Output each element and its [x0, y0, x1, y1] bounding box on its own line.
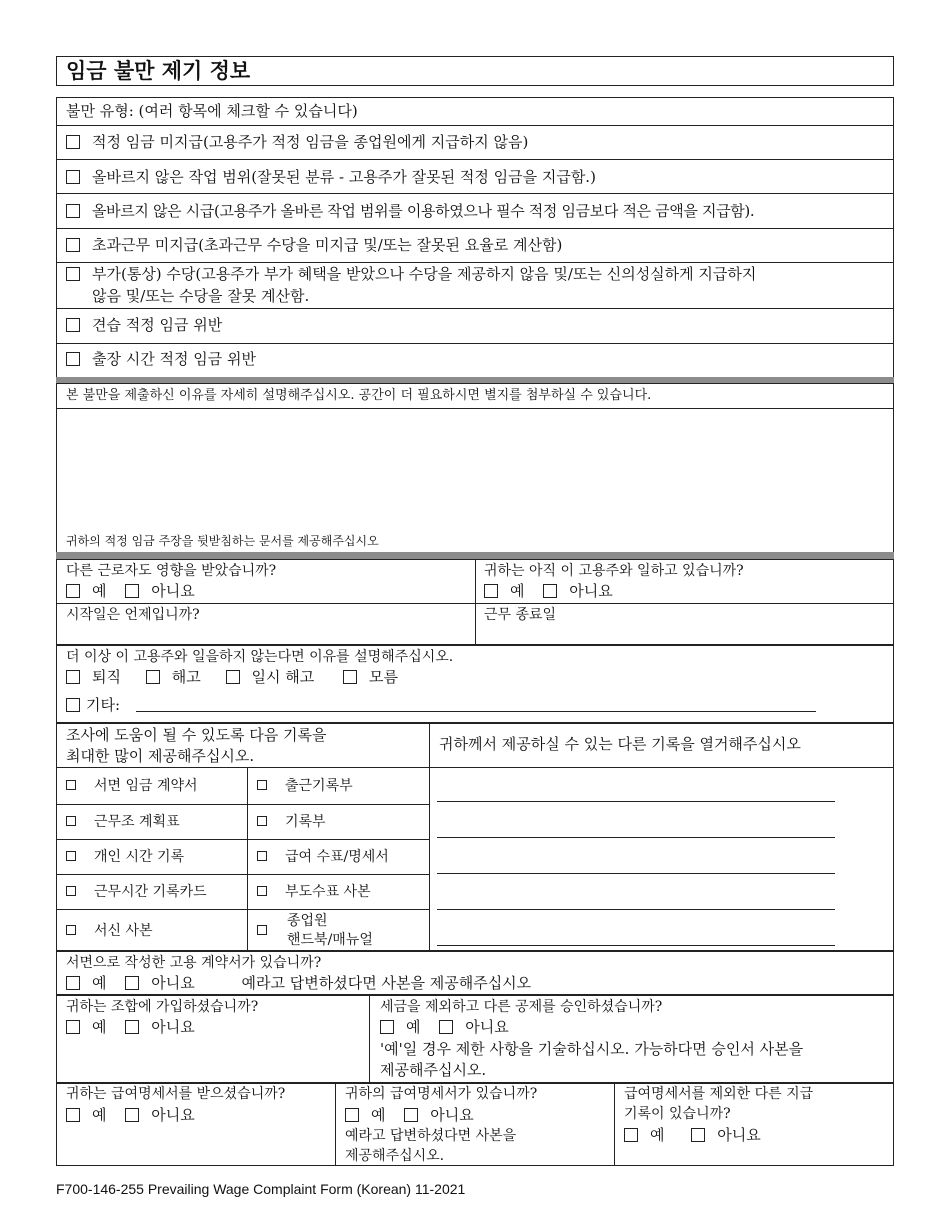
checkbox[interactable]: [66, 170, 80, 184]
checkbox[interactable]: [66, 352, 80, 366]
checkbox-quit[interactable]: [66, 670, 80, 684]
checkbox[interactable]: [66, 816, 76, 826]
no-longer-other: 기타:: [66, 695, 120, 715]
checkbox[interactable]: [66, 135, 80, 149]
checkbox-no[interactable]: [125, 1020, 139, 1034]
complaint-option-3[interactable]: 올바르지 않은 시급(고용주가 올바른 작업 범위를 이용하였으나 필수 적정 임금보다 적은 금액을 지급함).: [66, 201, 754, 221]
other-records-line[interactable]: [437, 873, 835, 874]
records-intro-line1: 조사에 도움이 될 수 있도록 다음 기록을: [66, 726, 327, 744]
record-timecard[interactable]: 근무시간 기록카드: [66, 882, 207, 902]
contract-options: 예 아니요 예라고 답변하셨다면 사본을 제공해주십시오: [66, 973, 531, 993]
checkbox[interactable]: [257, 886, 267, 896]
other-reason-input[interactable]: [136, 711, 816, 712]
checkbox-no[interactable]: [543, 584, 557, 598]
checkbox-other[interactable]: [66, 698, 80, 712]
other-records-line[interactable]: [437, 909, 835, 910]
record-handbook-line2: 핸드북/매뉴얼: [287, 932, 373, 948]
checkbox[interactable]: [66, 318, 80, 332]
checkbox-yes[interactable]: [66, 976, 80, 990]
still-working-options: 예 아니요: [484, 581, 627, 601]
complaint-option-5-line2: 않음 및/또는 수당을 잘못 계산함.: [92, 287, 310, 305]
checkbox[interactable]: [66, 886, 76, 896]
union-options: 예 아니요: [66, 1017, 209, 1037]
complaint-option-4[interactable]: 초과근무 미지급(초과근무 수당을 미지급 및/또는 잘못된 요율로 계산함): [66, 235, 562, 255]
explain-textarea[interactable]: [57, 409, 893, 533]
checkbox[interactable]: [66, 238, 80, 252]
paystub-have-question: 귀하의 급여명세서가 있습니까?: [345, 1086, 538, 1102]
start-date-label: 시작일은 언제입니까?: [66, 607, 200, 623]
checkbox[interactable]: [66, 204, 80, 218]
record-written-contract[interactable]: 서면 임금 계약서: [66, 776, 198, 796]
record-correspondence[interactable]: 서신 사본: [66, 921, 153, 941]
checkbox[interactable]: [66, 925, 76, 935]
checkbox-yes[interactable]: [66, 584, 80, 598]
other-pay-question-line2: 기록이 있습니까?: [624, 1106, 731, 1122]
complaint-option-5[interactable]: 부가(통상) 수당(고용주가 부가 혜택을 받았으나 수당을 제공하지 않음 및/또는 신의성실하게 지급하지: [66, 264, 756, 284]
checkbox-no[interactable]: [404, 1108, 418, 1122]
other-records-line[interactable]: [437, 945, 835, 946]
other-workers-options: 예 아니요: [66, 581, 209, 601]
checkbox-yes[interactable]: [484, 584, 498, 598]
checkbox-yes[interactable]: [380, 1020, 394, 1034]
record-handbook[interactable]: [257, 921, 285, 941]
no-longer-question: 더 이상 이 고용주와 일을하지 않는다면 이유를 설명해주십시오.: [66, 649, 454, 665]
record-bounced-check[interactable]: 부도수표 사본: [257, 882, 371, 902]
checkbox-no[interactable]: [691, 1128, 705, 1142]
page-title: 임금 불만 제기 정보: [66, 58, 251, 83]
other-workers-question: 다른 근로자도 영향을 받았습니까?: [66, 563, 277, 579]
start-date-input[interactable]: [57, 626, 474, 644]
checkbox[interactable]: [66, 851, 76, 861]
checkbox-yes[interactable]: [66, 1108, 80, 1122]
deductions-question: 세금을 제외하고 다른 공제를 승인하셨습니까?: [380, 999, 663, 1015]
paystub-received-question: 귀하는 급여명세서를 받으셨습니까?: [66, 1086, 286, 1102]
record-log[interactable]: 기록부: [257, 812, 326, 832]
end-date-label: 근무 종료일: [484, 607, 557, 623]
checkbox[interactable]: [66, 780, 76, 790]
deductions-note-line1: '예'일 경우 제한 사항을 기술하십시오. 가능하다면 승인서 사본을: [380, 1040, 804, 1058]
other-records-line[interactable]: [437, 801, 835, 802]
union-question: 귀하는 조합에 가입하셨습니까?: [66, 999, 259, 1015]
checkbox-unknown[interactable]: [343, 670, 357, 684]
paystub-have-note-line1: 예라고 답변하셨다면 사본을: [345, 1128, 517, 1144]
checkbox-yes[interactable]: [345, 1108, 359, 1122]
complaint-option-2[interactable]: 올바르지 않은 작업 범위(잘못된 분류 - 고용주가 잘못된 적정 임금을 지급함.): [66, 167, 596, 187]
checkbox[interactable]: [257, 780, 267, 790]
checkbox[interactable]: [66, 267, 80, 281]
checkbox-no[interactable]: [439, 1020, 453, 1034]
checkbox-no[interactable]: [125, 1108, 139, 1122]
complaint-option-6[interactable]: 견습 적정 임금 위반: [66, 315, 222, 335]
still-working-question: 귀하는 아직 이 고용주와 일하고 있습니까?: [484, 563, 744, 579]
complaint-option-7[interactable]: 출장 시간 적정 임금 위반: [66, 349, 256, 369]
form-footer: F700-146-255 Prevailing Wage Complaint Form (Korean) 11-2021: [56, 1181, 466, 1197]
other-records-line[interactable]: [437, 837, 835, 838]
contract-note: 예라고 답변하셨다면 사본을 제공해주십시오: [241, 974, 532, 992]
contract-question: 서면으로 작성한 고용 계약서가 있습니까?: [66, 955, 322, 971]
other-pay-question-line1: 급여명세서를 제외한 다른 지급: [624, 1086, 814, 1102]
record-attendance[interactable]: 출근기록부: [257, 776, 353, 796]
paystub-have-note-line2: 제공해주십시오.: [345, 1148, 445, 1164]
other-pay-options: 예 아니요: [624, 1125, 775, 1145]
checkbox-fired[interactable]: [146, 670, 160, 684]
no-longer-options: 퇴직 해고 일시 해고 모름: [66, 667, 412, 687]
record-handbook-line1: 종업원: [287, 913, 328, 929]
paystub-have-options: 예 아니요: [345, 1105, 488, 1125]
checkbox[interactable]: [257, 925, 267, 935]
record-shift-schedule[interactable]: 근무조 계획표: [66, 812, 180, 832]
record-paystub[interactable]: 급여 수표/명세서: [257, 847, 389, 867]
records-list-prompt: 귀하께서 제공하실 수 있는 다른 기록을 열거해주십시오: [439, 735, 801, 753]
deductions-options: 예 아니요: [380, 1017, 523, 1037]
paystub-received-options: 예 아니요: [66, 1105, 209, 1125]
checkbox[interactable]: [257, 816, 267, 826]
documents-note: 귀하의 적정 임금 주장을 뒷받침하는 문서를 제공해주십시오: [66, 534, 379, 548]
checkbox-layoff[interactable]: [226, 670, 240, 684]
deductions-note-line2: 제공해주십시오.: [380, 1061, 487, 1079]
checkbox-yes[interactable]: [66, 1020, 80, 1034]
records-intro-line2: 최대한 많이 제공해주십시오.: [66, 747, 255, 765]
record-personal-time[interactable]: 개인 시간 기록: [66, 847, 184, 867]
checkbox-yes[interactable]: [624, 1128, 638, 1142]
complaint-type-header: 불만 유형: (여러 항목에 체크할 수 있습니다): [66, 102, 358, 120]
complaint-option-1[interactable]: 적정 임금 미지급(고용주가 적정 임금을 종업원에게 지급하지 않음): [66, 132, 528, 152]
section-divider: [56, 552, 894, 559]
checkbox-no[interactable]: [125, 976, 139, 990]
explain-prompt: 본 불만을 제출하신 이유를 자세히 설명해주십시오. 공간이 더 필요하시면 별지를 첨부하실 수 있습니다.: [66, 388, 652, 403]
end-date-input[interactable]: [476, 626, 893, 644]
checkbox[interactable]: [257, 851, 267, 861]
checkbox-no[interactable]: [125, 584, 139, 598]
